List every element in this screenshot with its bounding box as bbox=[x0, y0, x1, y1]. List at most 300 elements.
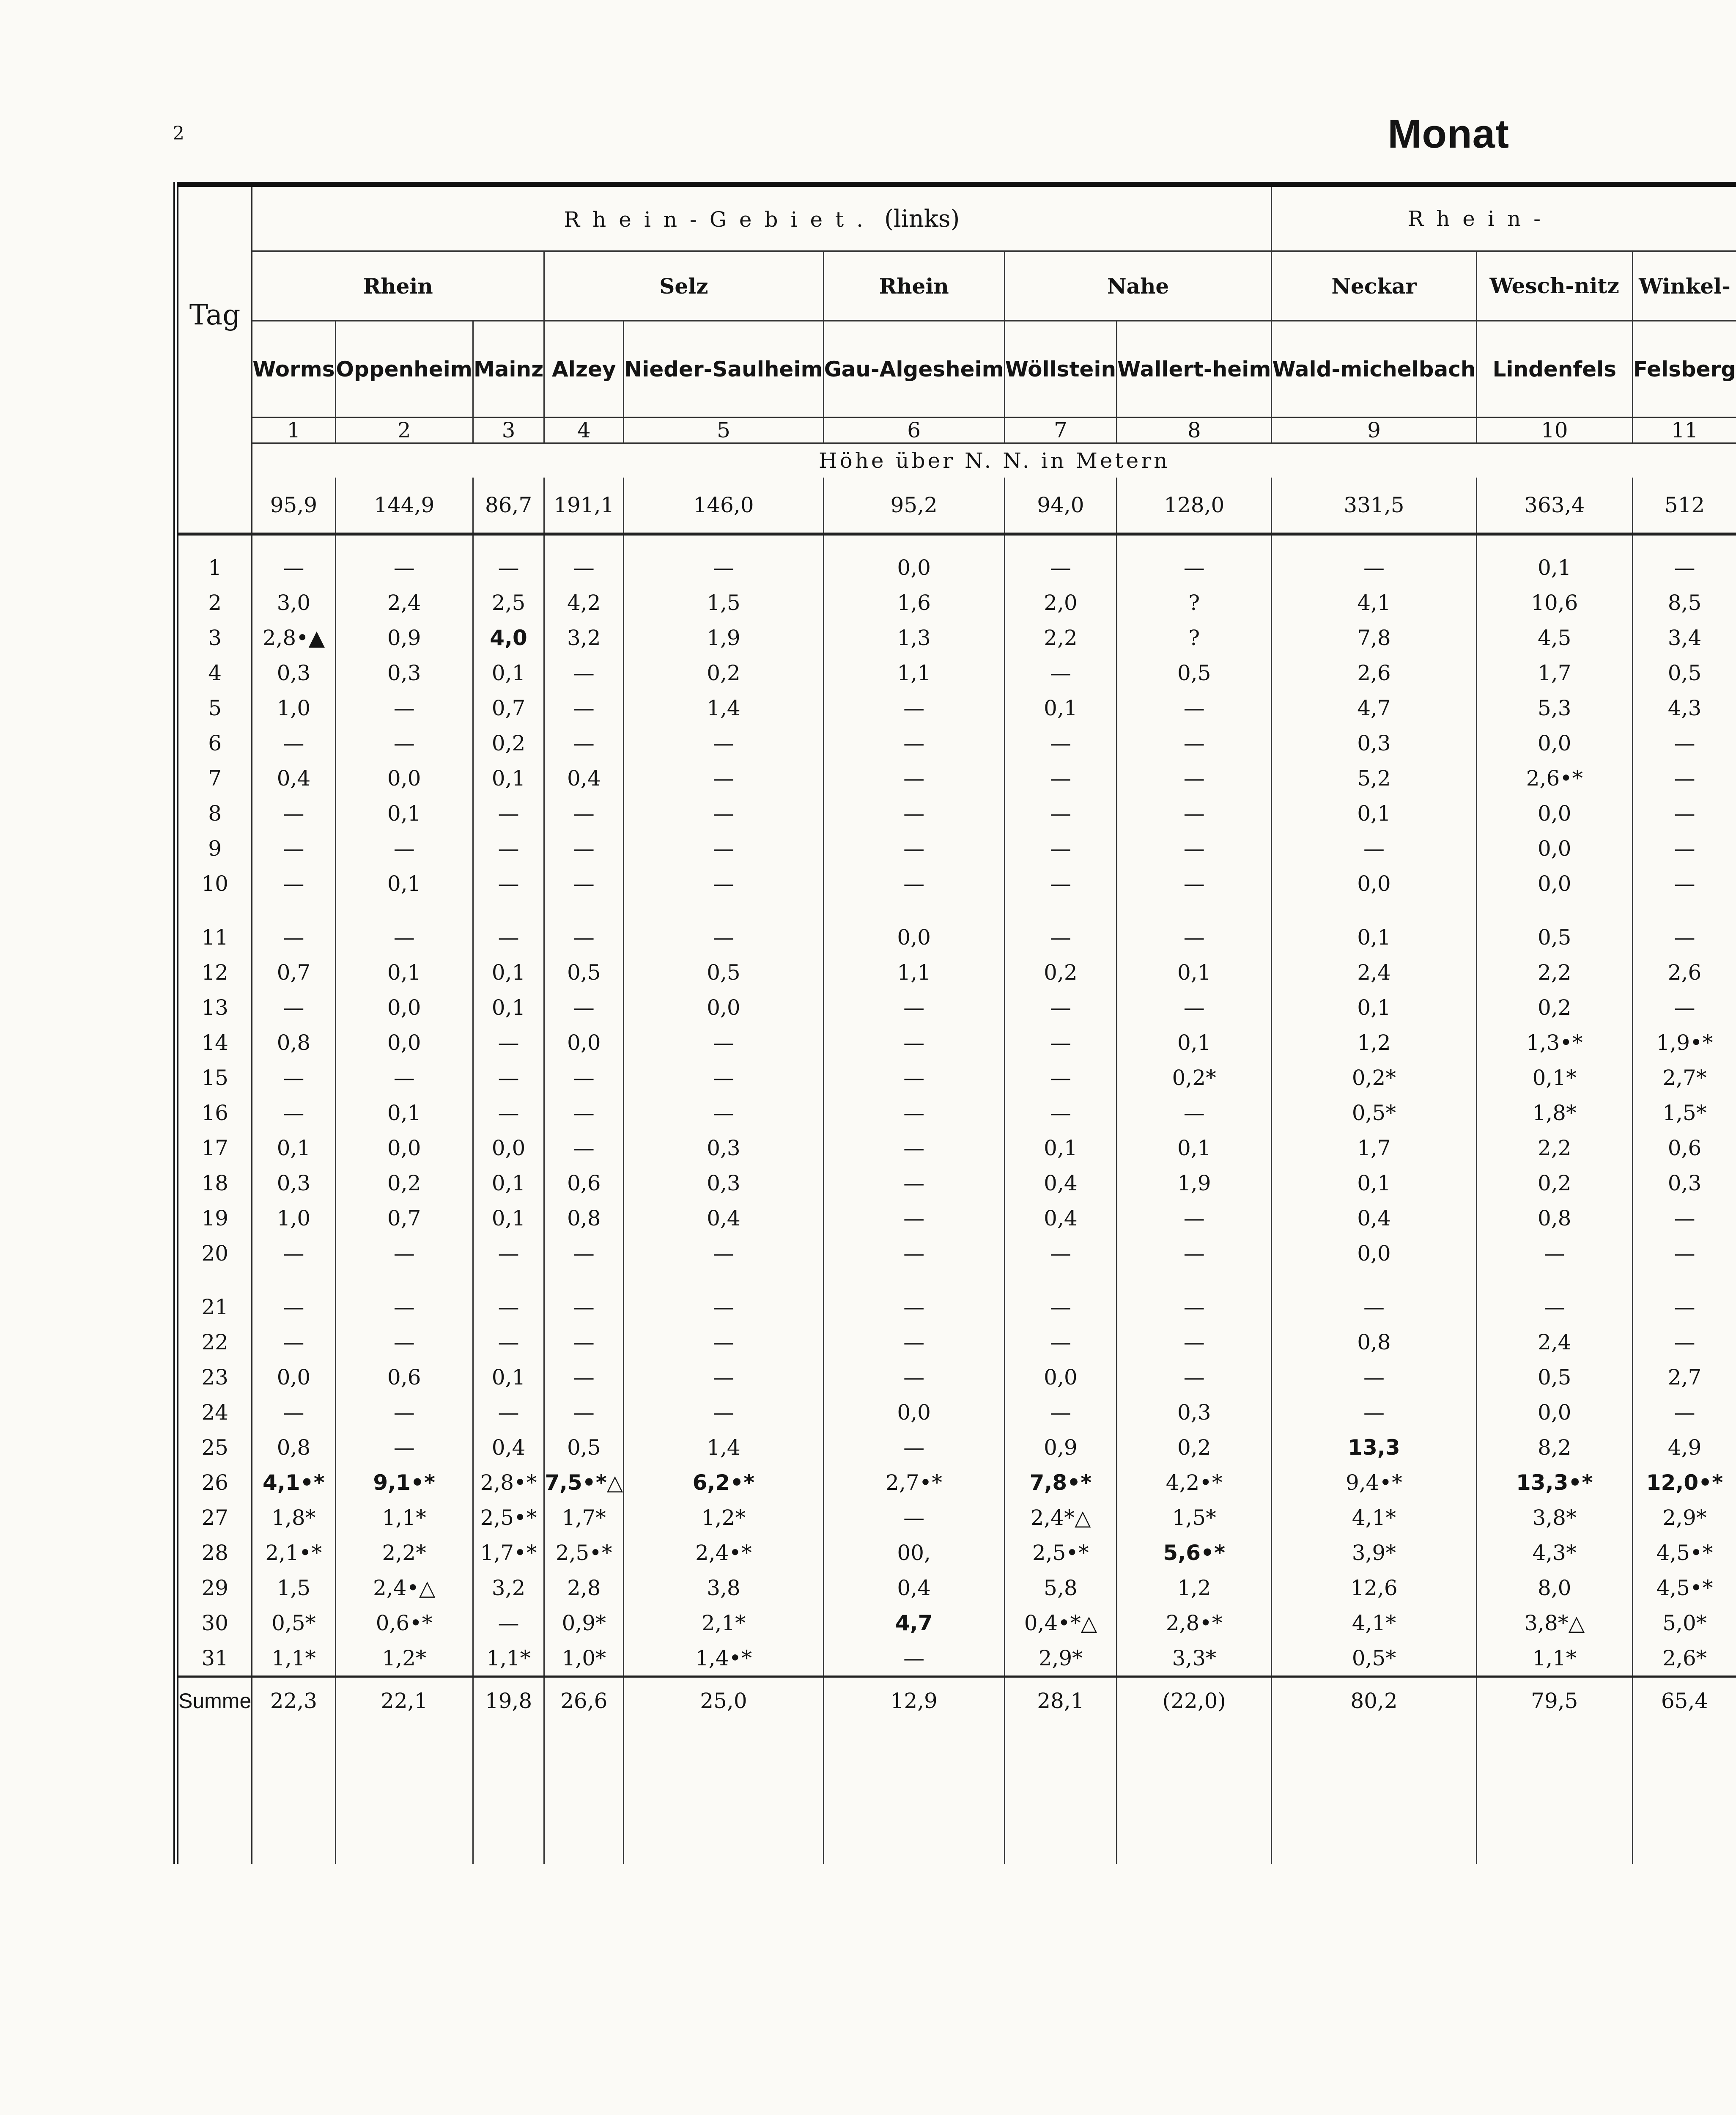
precip-value: — bbox=[823, 1095, 1004, 1130]
precip-value: 0,5 bbox=[1632, 655, 1736, 690]
precip-value: 4,5•* bbox=[1632, 1570, 1736, 1605]
precip-value: — bbox=[1632, 1395, 1736, 1430]
table-row bbox=[176, 1570, 1736, 1605]
precip-value: — bbox=[823, 1430, 1004, 1465]
precip-value: 1,0 bbox=[252, 690, 335, 725]
precip-value: — bbox=[624, 761, 823, 796]
precip-value: 0,7 bbox=[473, 690, 544, 725]
table-row bbox=[176, 1430, 1736, 1465]
precip-value: — bbox=[335, 1324, 473, 1360]
table-row bbox=[176, 866, 1736, 901]
precip-value: — bbox=[624, 1060, 823, 1095]
precip-value: 2,4•△ bbox=[335, 1570, 473, 1605]
precip-value: — bbox=[544, 655, 624, 690]
day-number: 2 bbox=[208, 590, 222, 615]
day-number: 17 bbox=[201, 1135, 228, 1160]
precip-value: — bbox=[544, 1060, 624, 1095]
sum-value: 25,0 bbox=[624, 1677, 823, 1725]
precip-value: 0,3 bbox=[1272, 725, 1476, 761]
precip-value: — bbox=[624, 725, 823, 761]
precip-value: 0,5 bbox=[1476, 1360, 1632, 1395]
table-row bbox=[176, 725, 1736, 761]
precip-value: — bbox=[473, 550, 544, 585]
elevation-label: Höhe über N. N. in Metern bbox=[252, 443, 1736, 478]
precip-value: 0,8 bbox=[544, 1200, 624, 1236]
table-row bbox=[176, 1360, 1736, 1395]
precip-value: 3,2 bbox=[544, 620, 624, 655]
precip-value: 1,1* bbox=[335, 1500, 473, 1535]
precip-value: 0,0 bbox=[1004, 1360, 1116, 1395]
river-header: Selz bbox=[544, 251, 823, 321]
precip-value: 1,2* bbox=[335, 1640, 473, 1677]
day-number: 21 bbox=[201, 1294, 228, 1319]
table-row bbox=[176, 1324, 1736, 1360]
precip-value: 1,2 bbox=[1117, 1570, 1272, 1605]
precip-value: 0,4 bbox=[252, 761, 335, 796]
precip-value: 1,1* bbox=[252, 1640, 335, 1677]
precip-value: — bbox=[823, 1165, 1004, 1200]
precip-value: 3,4 bbox=[1632, 620, 1736, 655]
precip-value: 0,7 bbox=[252, 955, 335, 990]
river-header: Nahe bbox=[1004, 251, 1272, 321]
precip-value: 0,5 bbox=[1117, 655, 1272, 690]
station-number: 4 bbox=[544, 418, 624, 443]
precip-value: 3,9* bbox=[1272, 1535, 1476, 1570]
precip-value: — bbox=[1117, 1360, 1272, 1395]
precip-value: — bbox=[624, 1095, 823, 1130]
precip-value: 0,1 bbox=[252, 1130, 335, 1165]
day-number: 23 bbox=[201, 1365, 228, 1390]
table-row bbox=[176, 1605, 1736, 1640]
precip-value: — bbox=[823, 1060, 1004, 1095]
station-number: 7 bbox=[1004, 418, 1116, 443]
precip-value: 0,1 bbox=[335, 1095, 473, 1130]
precip-value: — bbox=[1117, 796, 1272, 831]
sum-value: 22,3 bbox=[252, 1677, 335, 1725]
precip-value: 8,5 bbox=[1632, 585, 1736, 620]
day-number: 29 bbox=[201, 1575, 228, 1600]
precip-value: 00, bbox=[823, 1535, 1004, 1570]
precip-value: 4,1* bbox=[1272, 1605, 1476, 1640]
precip-value: 13,3•* bbox=[1476, 1465, 1632, 1500]
day-number: 7 bbox=[208, 766, 222, 791]
precip-value: 0,3 bbox=[1117, 1395, 1272, 1430]
precip-value: — bbox=[252, 1236, 335, 1271]
precip-value: 0,9* bbox=[544, 1605, 624, 1640]
station-number: 9 bbox=[1272, 418, 1476, 443]
precip-value: — bbox=[823, 990, 1004, 1025]
precip-value: 0,4 bbox=[823, 1570, 1004, 1605]
precip-value: — bbox=[1117, 831, 1272, 866]
precip-value: — bbox=[544, 1395, 624, 1430]
station-elevation: 86,7 bbox=[473, 478, 544, 534]
precip-value: 1,5* bbox=[1117, 1500, 1272, 1535]
precip-value: 1,4 bbox=[624, 690, 823, 725]
day-number: 8 bbox=[208, 801, 222, 826]
station-elevation: 191,1 bbox=[544, 478, 624, 534]
precip-value: — bbox=[252, 866, 335, 901]
precip-value: — bbox=[624, 1025, 823, 1060]
precip-value: 0,7 bbox=[335, 1200, 473, 1236]
region-left-title: Rhein-Gebiet. bbox=[564, 207, 876, 232]
precip-value: — bbox=[823, 1200, 1004, 1236]
precip-value: 12,0•* bbox=[1632, 1465, 1736, 1500]
precip-value: — bbox=[624, 1395, 823, 1430]
precip-value: — bbox=[473, 1060, 544, 1095]
station-elevation: 331,5 bbox=[1272, 478, 1476, 534]
station-number: 10 bbox=[1476, 418, 1632, 443]
precip-value: 2,5•* bbox=[473, 1500, 544, 1535]
precip-value: 0,3 bbox=[1632, 1165, 1736, 1200]
table-row bbox=[176, 1095, 1736, 1130]
precip-value: — bbox=[823, 1640, 1004, 1677]
precip-value: — bbox=[624, 920, 823, 955]
precip-value: 0,4 bbox=[1004, 1200, 1116, 1236]
station-name: Wald-michelbach bbox=[1272, 321, 1476, 418]
precip-value: 0,1 bbox=[473, 955, 544, 990]
precip-value: 1,0 bbox=[252, 1200, 335, 1236]
precip-value: — bbox=[252, 831, 335, 866]
precip-value: — bbox=[252, 990, 335, 1025]
precip-value: 0,1 bbox=[473, 1165, 544, 1200]
precip-value: 0,8 bbox=[1476, 1200, 1632, 1236]
precip-value: — bbox=[252, 796, 335, 831]
month-heading: Monat bbox=[1388, 111, 1509, 157]
precip-value: — bbox=[544, 1289, 624, 1324]
precip-value: 7,5•*△ bbox=[544, 1465, 624, 1500]
station-name: Gau-Algesheim bbox=[823, 321, 1004, 418]
precip-value: — bbox=[335, 1289, 473, 1324]
precip-value: 0,6 bbox=[544, 1165, 624, 1200]
precip-value: — bbox=[1632, 796, 1736, 831]
precip-value: — bbox=[252, 725, 335, 761]
day-number: 18 bbox=[201, 1170, 228, 1195]
precip-value: 0,0 bbox=[823, 1395, 1004, 1430]
precip-value: 1,1 bbox=[823, 955, 1004, 990]
precip-value: 2,4 bbox=[1476, 1324, 1632, 1360]
precip-value: 8,2 bbox=[1476, 1430, 1632, 1465]
precip-value: 0,0 bbox=[1272, 866, 1476, 901]
precip-value: — bbox=[823, 1500, 1004, 1535]
station-elevation: 512 bbox=[1632, 478, 1736, 534]
precip-value: 2,8•▲ bbox=[252, 620, 335, 655]
station-name: Nieder-Saulheim bbox=[624, 321, 823, 418]
table-row bbox=[176, 1025, 1736, 1060]
precip-value: — bbox=[544, 866, 624, 901]
precip-value: 4,1•* bbox=[252, 1465, 335, 1500]
precip-value: 0,1 bbox=[1117, 1130, 1272, 1165]
sum-value: 80,2 bbox=[1272, 1677, 1476, 1725]
table-row bbox=[176, 655, 1736, 690]
table-row bbox=[176, 620, 1736, 655]
precip-value: 0,1 bbox=[473, 761, 544, 796]
precip-value: — bbox=[473, 1289, 544, 1324]
table-row bbox=[176, 1465, 1736, 1500]
day-number: 30 bbox=[201, 1610, 228, 1635]
precip-value: 3,8*△ bbox=[1476, 1605, 1632, 1640]
precip-value: 0,1 bbox=[1476, 550, 1632, 585]
precip-value: — bbox=[1632, 1324, 1736, 1360]
precip-value: — bbox=[1117, 550, 1272, 585]
precip-value: 6,2•* bbox=[624, 1465, 823, 1500]
precip-value: 10,6 bbox=[1476, 585, 1632, 620]
precip-value: — bbox=[473, 920, 544, 955]
precip-value: 0,1 bbox=[473, 990, 544, 1025]
precip-value: 0,1 bbox=[335, 866, 473, 901]
precip-value: 4,7 bbox=[823, 1605, 1004, 1640]
precip-value: 7,8 bbox=[1272, 620, 1476, 655]
station-elevation: 144,9 bbox=[335, 478, 473, 534]
precip-value: 0,1 bbox=[1117, 1025, 1272, 1060]
precip-value: 0,4 bbox=[1272, 1200, 1476, 1236]
precip-value: — bbox=[1117, 1236, 1272, 1271]
precip-value: 0,6 bbox=[335, 1360, 473, 1395]
precip-value: 4,1 bbox=[1272, 585, 1476, 620]
day-number: 12 bbox=[201, 960, 228, 985]
region-left-header bbox=[252, 184, 1272, 251]
precip-value: 0,0 bbox=[823, 550, 1004, 585]
precip-value: 1,6 bbox=[823, 585, 1004, 620]
day-number: 25 bbox=[201, 1435, 228, 1460]
precip-value: 0,0 bbox=[1476, 1395, 1632, 1430]
station-number: 3 bbox=[473, 418, 544, 443]
precip-value: — bbox=[1117, 1095, 1272, 1130]
precip-value: — bbox=[1004, 761, 1116, 796]
day-number: 4 bbox=[208, 660, 222, 685]
precip-value: 0,2 bbox=[1476, 1165, 1632, 1200]
precip-value: — bbox=[1632, 920, 1736, 955]
river-header: Rhein bbox=[252, 251, 544, 321]
day-number: 31 bbox=[201, 1645, 228, 1670]
precip-value: 0,6 bbox=[1632, 1130, 1736, 1165]
precip-value: 0,0 bbox=[473, 1130, 544, 1165]
precip-value: — bbox=[473, 1095, 544, 1130]
precip-value: 2,6•* bbox=[1476, 761, 1632, 796]
precip-value: — bbox=[624, 1360, 823, 1395]
precip-value: 2,5•* bbox=[1004, 1535, 1116, 1570]
station-number: 5 bbox=[624, 418, 823, 443]
precip-value: — bbox=[1004, 796, 1116, 831]
precip-value: 0,3 bbox=[624, 1165, 823, 1200]
precip-value: 0,8 bbox=[1272, 1324, 1476, 1360]
precip-value: — bbox=[823, 1360, 1004, 1395]
precip-value: — bbox=[335, 1060, 473, 1095]
precip-value: — bbox=[1272, 550, 1476, 585]
precip-value: ? bbox=[1117, 620, 1272, 655]
precip-value: — bbox=[1117, 761, 1272, 796]
sum-value: 26,6 bbox=[544, 1677, 624, 1725]
precip-value: — bbox=[252, 550, 335, 585]
precip-value: 2,7 bbox=[1632, 1360, 1736, 1395]
precip-value: 0,2 bbox=[473, 725, 544, 761]
precip-value: 1,4 bbox=[624, 1430, 823, 1465]
precip-value: 0,1 bbox=[1272, 1165, 1476, 1200]
precip-value: — bbox=[1004, 920, 1116, 955]
precip-value: — bbox=[473, 1395, 544, 1430]
precip-value: — bbox=[1117, 866, 1272, 901]
table-row bbox=[176, 1236, 1736, 1271]
precip-value: 9,1•* bbox=[335, 1465, 473, 1500]
precip-value: — bbox=[544, 1130, 624, 1165]
precip-value: — bbox=[1117, 920, 1272, 955]
precip-value: 1,0* bbox=[544, 1640, 624, 1677]
precip-value: — bbox=[823, 1025, 1004, 1060]
precip-value: 1,8* bbox=[1476, 1095, 1632, 1130]
precip-value: 0,5* bbox=[1272, 1095, 1476, 1130]
precip-value: — bbox=[1632, 1236, 1736, 1271]
sum-value: 12,9 bbox=[823, 1677, 1004, 1725]
precip-value: — bbox=[1476, 1236, 1632, 1271]
precip-value: 4,2•* bbox=[1117, 1465, 1272, 1500]
day-number: 1 bbox=[208, 555, 222, 580]
precip-value: 5,0* bbox=[1632, 1605, 1736, 1640]
precip-value: — bbox=[1117, 1289, 1272, 1324]
sum-value: 28,1 bbox=[1004, 1677, 1116, 1725]
precip-value: — bbox=[823, 866, 1004, 901]
precip-value: 0,9 bbox=[1004, 1430, 1116, 1465]
precip-value: 3,3* bbox=[1117, 1640, 1272, 1677]
precip-value: 0,2* bbox=[1272, 1060, 1476, 1095]
precip-value: 1,7* bbox=[544, 1500, 624, 1535]
sum-value: 22,1 bbox=[335, 1677, 473, 1725]
day-number: 20 bbox=[201, 1241, 228, 1266]
precip-value: — bbox=[823, 725, 1004, 761]
precip-value: — bbox=[823, 1236, 1004, 1271]
precip-value: 2,6* bbox=[1632, 1640, 1736, 1677]
precip-value: 2,8 bbox=[544, 1570, 624, 1605]
station-elevation: 95,2 bbox=[823, 478, 1004, 534]
precip-value: 0,3 bbox=[252, 655, 335, 690]
precip-value: — bbox=[624, 550, 823, 585]
precip-value: — bbox=[1004, 1236, 1116, 1271]
precip-value: 2,1* bbox=[624, 1605, 823, 1640]
river-header: Neckar bbox=[1272, 251, 1476, 321]
precip-value: — bbox=[335, 831, 473, 866]
precip-value: 0,1* bbox=[1476, 1060, 1632, 1095]
precip-value: — bbox=[1004, 1324, 1116, 1360]
precip-value: 4,2 bbox=[544, 585, 624, 620]
precip-value: — bbox=[1004, 725, 1116, 761]
precip-value: — bbox=[1117, 1324, 1272, 1360]
station-number: 1 bbox=[252, 418, 335, 443]
precip-value: — bbox=[544, 1095, 624, 1130]
table-row bbox=[176, 1640, 1736, 1677]
precip-value: 5,2 bbox=[1272, 761, 1476, 796]
day-number: 5 bbox=[208, 695, 222, 720]
precip-value: 2,4 bbox=[335, 585, 473, 620]
precip-value: 0,5 bbox=[1476, 920, 1632, 955]
precip-value: — bbox=[1272, 1360, 1476, 1395]
precip-value: 1,5 bbox=[252, 1570, 335, 1605]
precipitation-table bbox=[173, 182, 1736, 1864]
day-number: 26 bbox=[201, 1470, 228, 1495]
precip-value: 0,2 bbox=[335, 1165, 473, 1200]
precip-value: 0,5* bbox=[252, 1605, 335, 1640]
precip-value: — bbox=[823, 796, 1004, 831]
precip-value: 0,5 bbox=[544, 1430, 624, 1465]
day-number: 6 bbox=[208, 731, 222, 755]
table-row bbox=[176, 1165, 1736, 1200]
precip-value: 0,0 bbox=[335, 761, 473, 796]
precip-value: — bbox=[624, 866, 823, 901]
precip-value: 0,1 bbox=[335, 955, 473, 990]
page-number: 2 bbox=[173, 123, 184, 144]
precip-value: 0,3 bbox=[252, 1165, 335, 1200]
precip-value: 0,1 bbox=[335, 796, 473, 831]
precip-value: 5,8 bbox=[1004, 1570, 1116, 1605]
precip-value: 0,9 bbox=[335, 620, 473, 655]
precip-value: — bbox=[624, 1289, 823, 1324]
precip-value: — bbox=[252, 1095, 335, 1130]
river-header: Winkel- bbox=[1632, 251, 1736, 321]
precip-value: — bbox=[1004, 866, 1116, 901]
precip-value: 1,9 bbox=[1117, 1165, 1272, 1200]
precip-value: — bbox=[823, 761, 1004, 796]
precip-value: 5,6•* bbox=[1117, 1535, 1272, 1570]
river-header: Rhein bbox=[823, 251, 1004, 321]
precip-value: — bbox=[544, 690, 624, 725]
day-number: 15 bbox=[201, 1065, 228, 1090]
precip-value: — bbox=[823, 1324, 1004, 1360]
precip-value: — bbox=[823, 1289, 1004, 1324]
precip-value: 1,7•* bbox=[473, 1535, 544, 1570]
tag-header: Tag bbox=[189, 299, 241, 332]
precip-value: — bbox=[1632, 1200, 1736, 1236]
precip-value: 2,2 bbox=[1476, 955, 1632, 990]
precip-value: 0,4 bbox=[624, 1200, 823, 1236]
precip-value: — bbox=[335, 1236, 473, 1271]
precip-value: 1,5* bbox=[1632, 1095, 1736, 1130]
region-right-title: Rhein- bbox=[1407, 206, 1553, 231]
precip-value: 0,4•*△ bbox=[1004, 1605, 1116, 1640]
precip-value: 0,1 bbox=[473, 1360, 544, 1395]
precip-value: 0,0 bbox=[335, 990, 473, 1025]
sum-value: 79,5 bbox=[1476, 1677, 1632, 1725]
sum-value: (22,0) bbox=[1117, 1677, 1272, 1725]
precip-value: 2,1•* bbox=[252, 1535, 335, 1570]
precip-value: 0,0 bbox=[544, 1025, 624, 1060]
precip-value: 0,0 bbox=[1476, 831, 1632, 866]
precip-value: 0,4 bbox=[544, 761, 624, 796]
precip-value: — bbox=[624, 1324, 823, 1360]
station-number: 11 bbox=[1632, 418, 1736, 443]
precip-value: 9,4•* bbox=[1272, 1465, 1476, 1500]
precip-value: 0,0 bbox=[335, 1130, 473, 1165]
precip-value: — bbox=[335, 550, 473, 585]
region-left-note: (links) bbox=[884, 205, 960, 233]
day-number: 24 bbox=[201, 1400, 228, 1425]
precip-value: — bbox=[335, 1395, 473, 1430]
precip-value: 0,2 bbox=[624, 655, 823, 690]
precip-value: — bbox=[1004, 1095, 1116, 1130]
precip-value: 0,0 bbox=[823, 920, 1004, 955]
precip-value: 4,1* bbox=[1272, 1500, 1476, 1535]
precip-value: — bbox=[823, 1130, 1004, 1165]
precip-value: 2,7* bbox=[1632, 1060, 1736, 1095]
precip-value: — bbox=[1632, 550, 1736, 585]
table-row bbox=[176, 831, 1736, 866]
precip-value: 0,1 bbox=[1004, 1130, 1116, 1165]
precip-value: 1,3 bbox=[823, 620, 1004, 655]
precip-value: 0,0 bbox=[1476, 725, 1632, 761]
station-name: Alzey bbox=[544, 321, 624, 418]
precip-value: — bbox=[252, 1289, 335, 1324]
station-name: Wöllstein bbox=[1004, 321, 1116, 418]
precip-value: — bbox=[1632, 725, 1736, 761]
precip-value: — bbox=[473, 1025, 544, 1060]
precip-value: — bbox=[473, 1236, 544, 1271]
precip-value: — bbox=[544, 1324, 624, 1360]
